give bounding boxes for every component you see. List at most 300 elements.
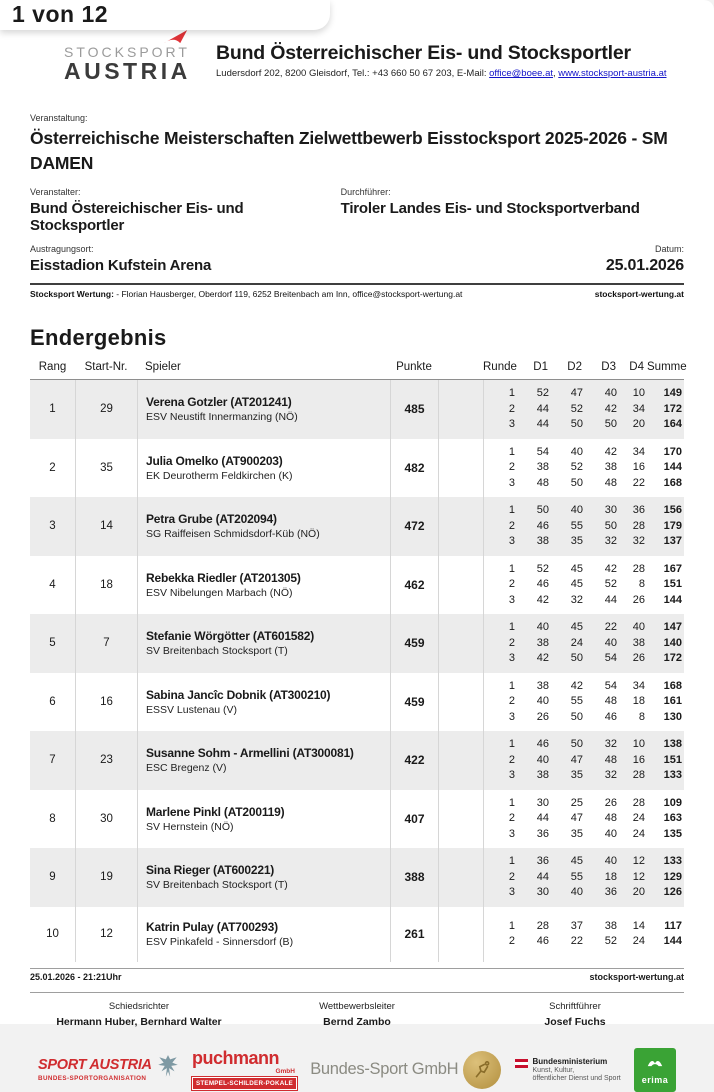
- round-d1: 44: [536, 402, 549, 415]
- round-d3: 48: [604, 812, 617, 824]
- round-d1: 46: [536, 738, 549, 750]
- rounds-block: [483, 731, 684, 790]
- player-cell: [137, 614, 390, 673]
- rounds-block: [483, 673, 684, 732]
- round-number: 2: [508, 519, 515, 532]
- round-d2: 55: [570, 870, 583, 883]
- veranstalter-label: Veranstalter:: [30, 187, 81, 197]
- wertung-site: stocksport-wertung.at: [594, 289, 684, 299]
- round-number: 3: [508, 886, 515, 898]
- points-value: 485: [390, 380, 438, 439]
- player-name: Marlene Pinkl (AT200119): [146, 804, 285, 819]
- round-d1: 26: [536, 710, 549, 723]
- round-d4: 12: [632, 870, 645, 883]
- round-sum: 135: [663, 827, 682, 840]
- round-d2: 50: [570, 418, 583, 430]
- round-sum: 144: [663, 593, 682, 606]
- round-sum: 179: [663, 519, 682, 532]
- start-nr-value: 19: [75, 848, 137, 907]
- player-club: SV Breitenbach Stocksport (T): [146, 879, 288, 892]
- blank-cell: [438, 614, 483, 673]
- round-d3: 48: [604, 476, 617, 489]
- round-line: [484, 796, 684, 812]
- points-value: 407: [390, 790, 438, 849]
- veranstalter-value: Bund Östereichischer Eis- und Stocksportler: [30, 200, 244, 234]
- round-d2: 45: [570, 562, 583, 575]
- start-nr-value: 23: [75, 731, 137, 790]
- round-number: 1: [508, 679, 515, 692]
- official-schriftfuehrer: [466, 1001, 684, 1028]
- table-row: [30, 848, 684, 907]
- results-table-header: [30, 361, 687, 380]
- round-number: 1: [508, 796, 515, 809]
- round-d1: 44: [536, 870, 549, 883]
- rank-value: 4: [49, 578, 56, 591]
- round-sum: 149: [663, 387, 682, 399]
- table-row: [30, 497, 684, 556]
- round-d2: 40: [570, 886, 583, 898]
- round-d3: 32: [604, 535, 617, 547]
- round-d3: 18: [604, 870, 617, 883]
- round-d3: 42: [604, 562, 617, 575]
- rank-value: 5: [49, 637, 56, 650]
- round-sum: 164: [663, 418, 682, 430]
- round-number: 1: [508, 562, 515, 575]
- round-d3: 40: [604, 636, 617, 649]
- round-number: 2: [508, 578, 515, 590]
- round-line: [484, 562, 684, 578]
- round-sum: 138: [663, 738, 682, 750]
- print-timestamp: 25.01.2026 - 21:21Uhr: [30, 971, 122, 982]
- round-d1: 52: [536, 562, 549, 575]
- rounds-block: [483, 790, 684, 849]
- col-rang: Rang: [38, 361, 67, 373]
- round-d3: 26: [604, 796, 617, 809]
- round-d4: 20: [632, 886, 645, 898]
- round-d4: 34: [632, 402, 645, 415]
- round-d2: 50: [570, 710, 583, 723]
- sport-austria-logo: [38, 1054, 179, 1085]
- round-d1: 48: [536, 476, 549, 489]
- erima-logo: [634, 1048, 676, 1092]
- address-text: Ludersdorf 202, 8200 Gleisdorf, Tel.: +43 660 50 67 203, E-Mail:: [216, 68, 490, 79]
- round-d2: 47: [570, 387, 583, 399]
- puchmann-name: puchmann: [191, 1048, 279, 1068]
- rounds-block: [483, 614, 684, 673]
- round-d1: 44: [536, 812, 549, 824]
- round-number: 3: [508, 476, 515, 489]
- player-cell: [137, 497, 390, 556]
- round-sum: 172: [663, 402, 682, 415]
- round-number: 1: [508, 855, 515, 867]
- page-indicator: [0, 0, 330, 30]
- start-nr-value: 16: [75, 673, 137, 732]
- blank-cell: [438, 907, 483, 962]
- runner-emblem-icon: [463, 1051, 501, 1089]
- round-d2: 50: [570, 738, 583, 750]
- round-number: 2: [508, 870, 515, 883]
- points-value: 482: [390, 439, 438, 498]
- player-cell: [137, 731, 390, 790]
- player-name: Susanne Sohm - Armellini (AT300081): [146, 746, 354, 761]
- round-sum: 147: [663, 621, 682, 633]
- round-line: [484, 386, 684, 402]
- round-line: [484, 402, 684, 418]
- results-table-body: [30, 380, 684, 962]
- round-line: [484, 919, 684, 935]
- round-line: [484, 885, 684, 901]
- round-sum: 151: [663, 578, 682, 590]
- round-d4: 28: [632, 519, 645, 532]
- table-row: [30, 439, 684, 498]
- round-d4: 8: [638, 710, 645, 723]
- points-value: 462: [390, 556, 438, 615]
- col-d3: D3: [601, 361, 616, 373]
- round-sum: 126: [663, 886, 682, 898]
- round-d2: 42: [570, 679, 583, 692]
- round-d1: 44: [536, 418, 549, 430]
- email-link[interactable]: office@boee.at: [489, 68, 553, 79]
- player-club: ESSV Lustenau (V): [146, 703, 238, 716]
- player-cell: [137, 790, 390, 849]
- organisation-header: [216, 36, 667, 79]
- round-d4: 34: [632, 445, 645, 458]
- sport-austria-name: SPORT AUSTRIA: [38, 1057, 152, 1073]
- col-rounds-group: [483, 361, 687, 373]
- round-number: 2: [508, 935, 515, 947]
- round-number: 1: [508, 387, 515, 399]
- round-d2: 32: [570, 593, 583, 606]
- round-number: 3: [508, 652, 515, 664]
- player-name: Sina Rieger (AT600221): [146, 863, 275, 878]
- start-nr-value: 18: [75, 556, 137, 615]
- round-d3: 42: [604, 402, 617, 415]
- round-number: 2: [508, 812, 515, 824]
- rounds-block: [483, 556, 684, 615]
- puchmann-sub: GmbH: [275, 1068, 295, 1075]
- rank-value: 7: [49, 754, 56, 767]
- round-line: [484, 753, 684, 769]
- col-d1: D1: [533, 361, 548, 373]
- round-d2: 35: [570, 535, 583, 547]
- round-d4: 8: [638, 578, 645, 590]
- round-line: [484, 620, 684, 636]
- round-d2: 50: [570, 476, 583, 489]
- round-number: 2: [508, 753, 515, 766]
- round-d3: 48: [604, 695, 617, 707]
- round-sum: 151: [663, 753, 682, 766]
- round-number: 3: [508, 827, 515, 840]
- blank-cell: [438, 790, 483, 849]
- round-sum: 167: [663, 562, 682, 575]
- round-line: [484, 811, 684, 827]
- start-nr-value: 12: [75, 907, 137, 962]
- official-role: Wettbewerbsleiter: [319, 1000, 395, 1012]
- round-d3: 52: [604, 578, 617, 590]
- round-d3: 50: [604, 519, 617, 532]
- col-d4: D4: [629, 361, 644, 373]
- table-row: [30, 380, 684, 439]
- col-start-nr: Start-Nr.: [84, 361, 128, 373]
- player-club: SG Raiffeisen Schmidsdorf-Küb (NÖ): [146, 528, 320, 541]
- round-d1: 38: [536, 636, 549, 649]
- points-value: 472: [390, 497, 438, 556]
- round-sum: 133: [663, 769, 682, 781]
- organisation-name: Bund Österreichischer Eis- und Stocksportler: [216, 42, 631, 64]
- round-d4: 26: [632, 593, 645, 606]
- rank-value: 2: [49, 461, 56, 474]
- results-table: [30, 361, 687, 962]
- round-d2: 25: [570, 796, 583, 809]
- round-d2: 52: [570, 461, 583, 473]
- player-cell: [137, 673, 390, 732]
- blank-cell: [438, 439, 483, 498]
- rank-value: 3: [49, 520, 56, 533]
- durchfuehrer-value: Tiroler Landes Eis- und Stocksportverband: [340, 200, 640, 217]
- round-d4: 28: [632, 562, 645, 575]
- round-d2: 55: [570, 519, 583, 532]
- round-d3: 52: [604, 935, 617, 947]
- player-club: EK Deurotherm Feldkirchen (K): [146, 469, 293, 482]
- datum-block: [606, 244, 684, 275]
- round-sum: 168: [663, 679, 682, 692]
- start-nr-value: 35: [75, 439, 137, 498]
- datum-label: Datum:: [654, 244, 684, 254]
- round-d1: 36: [536, 855, 549, 867]
- round-d2: 45: [570, 578, 583, 590]
- round-d3: 40: [604, 855, 617, 867]
- round-line: [484, 854, 684, 870]
- erima-bird-icon: [646, 1054, 664, 1072]
- round-d3: 38: [604, 461, 617, 473]
- player-club: SV Breitenbach Stocksport (T): [146, 645, 288, 658]
- round-sum: 156: [663, 504, 682, 516]
- table-row: [30, 907, 684, 962]
- round-line: [484, 417, 684, 433]
- round-number: 3: [508, 593, 515, 606]
- round-d3: 54: [604, 652, 617, 664]
- blank-cell: [438, 731, 483, 790]
- round-d1: 50: [536, 504, 549, 516]
- datum-value: 25.01.2026: [605, 257, 684, 274]
- stocksport-austria-logo: [64, 36, 196, 85]
- round-sum: 161: [663, 695, 682, 707]
- round-number: 3: [508, 535, 515, 547]
- start-nr-value: 30: [75, 790, 137, 849]
- round-d4: 40: [632, 621, 645, 633]
- round-sum: 140: [663, 636, 682, 649]
- player-cell: [137, 380, 390, 439]
- round-line: [484, 870, 684, 886]
- round-sum: 133: [663, 855, 682, 867]
- points-value: 261: [390, 907, 438, 962]
- wertung-line: [30, 285, 684, 299]
- round-number: 3: [508, 710, 515, 723]
- round-number: 1: [508, 445, 515, 458]
- event-title: Österreichische Meisterschaften Zielwettbewerb Eisstocksport 2025-2026 - SM DAMEN: [30, 128, 668, 173]
- round-d4: 28: [632, 769, 645, 781]
- round-number: 2: [508, 636, 515, 649]
- round-d1: 40: [536, 621, 549, 633]
- player-club: ESV Pinkafeld - Sinnersdorf (B): [146, 936, 294, 948]
- footer-site: stocksport-wertung.at: [589, 971, 684, 982]
- round-sum: 170: [663, 445, 682, 458]
- round-d1: 30: [536, 796, 549, 809]
- logo-line2: AUSTRIA: [64, 58, 191, 84]
- round-d4: 20: [632, 418, 645, 430]
- veranstalter-block: [30, 187, 341, 234]
- col-punkte: Punkte: [396, 361, 432, 373]
- round-d3: 44: [604, 593, 617, 606]
- points-value: 422: [390, 731, 438, 790]
- round-d2: 52: [570, 402, 583, 415]
- rounds-block: [483, 439, 684, 498]
- round-d1: 38: [536, 769, 549, 781]
- table-row: [30, 673, 684, 732]
- player-name: Sabina Jancîc Dobnik (AT300210): [146, 687, 331, 702]
- austragungsort-value: Eisstadion Kufstein Arena: [30, 257, 212, 274]
- website-link[interactable]: www.stocksport-austria.at: [558, 68, 667, 79]
- table-row: [30, 731, 684, 790]
- round-line: [484, 737, 684, 753]
- round-d3: 40: [604, 827, 617, 840]
- round-d2: 35: [570, 769, 583, 781]
- round-d4: 16: [632, 753, 645, 766]
- round-line: [484, 651, 684, 667]
- round-sum: 129: [663, 870, 682, 883]
- blank-cell: [438, 497, 483, 556]
- round-sum: 137: [663, 535, 682, 547]
- round-d4: 14: [632, 919, 645, 932]
- player-name: Katrin Pulay (AT700293): [146, 920, 278, 934]
- round-d1: 38: [536, 461, 549, 473]
- round-number: 3: [508, 769, 515, 781]
- round-number: 1: [508, 504, 515, 516]
- round-sum: 144: [663, 935, 682, 947]
- round-d3: 36: [604, 886, 617, 898]
- round-d4: 24: [632, 827, 645, 840]
- round-d3: 22: [604, 621, 617, 633]
- round-line: [484, 679, 684, 695]
- bundes-sport-name: Bundes-Sport GmbH: [310, 1060, 459, 1078]
- round-d4: 24: [632, 812, 645, 824]
- veranstaltung-label: Veranstaltung:: [30, 113, 88, 123]
- round-d4: 16: [632, 461, 645, 473]
- round-number: 3: [508, 418, 515, 430]
- round-d2: 37: [570, 919, 583, 932]
- round-d3: 32: [604, 769, 617, 781]
- round-d3: 46: [604, 710, 617, 723]
- official-schiedsrichter: [30, 1001, 248, 1028]
- round-d2: 24: [570, 636, 583, 649]
- player-name: Verena Gotzler (AT201241): [146, 395, 292, 410]
- austria-flag-icon: [515, 1059, 528, 1068]
- results-heading: Endergebnis: [30, 325, 167, 350]
- round-d3: 50: [604, 418, 617, 430]
- footer-info-line: [30, 969, 684, 986]
- col-runde: Runde: [483, 361, 517, 373]
- round-number: 1: [508, 621, 515, 633]
- round-line: [484, 636, 684, 652]
- ministerium-sub1: Kunst, Kultur,: [532, 1067, 575, 1074]
- round-d3: 40: [604, 387, 617, 399]
- official-names: Josef Fuchs: [544, 1015, 606, 1028]
- round-d2: 47: [570, 812, 583, 824]
- rank-value: 6: [49, 695, 56, 708]
- round-d2: 55: [570, 695, 583, 707]
- round-d2: 45: [570, 855, 583, 867]
- ministerium-name: Bundesministerium: [532, 1057, 608, 1066]
- sport-austria-sub: BUNDES-SPORTORGANISATION: [38, 1075, 147, 1082]
- table-row: [30, 790, 684, 849]
- round-d2: 47: [570, 753, 583, 766]
- round-sum: 144: [663, 461, 682, 473]
- points-value: 459: [390, 614, 438, 673]
- table-row: [30, 614, 684, 673]
- round-d2: 35: [570, 827, 583, 840]
- player-club: ESV Nibelungen Marbach (NÖ): [146, 586, 293, 599]
- round-sum: 109: [663, 796, 682, 809]
- official-role: Schriftführer: [549, 1000, 601, 1012]
- blank-cell: [438, 380, 483, 439]
- rank-value: 8: [49, 812, 56, 825]
- round-d1: 38: [536, 535, 549, 547]
- round-sum: 168: [663, 476, 682, 489]
- wertung-contact: Stocksport Wertung: - Florian Hausberger, Oberdorf 119, 6252 Breitenbach am Inn, office@stocksport-wertung.at: [30, 289, 463, 299]
- rounds-block: [483, 848, 684, 907]
- round-d1: 52: [536, 387, 549, 399]
- round-sum: 117: [664, 919, 682, 932]
- round-sum: 163: [663, 812, 682, 824]
- durchfuehrer-block: [341, 187, 652, 234]
- round-number: 1: [508, 919, 515, 932]
- round-number: 2: [508, 695, 515, 707]
- round-d4: 34: [632, 679, 645, 692]
- round-number: 2: [508, 402, 515, 415]
- blank-cell: [438, 848, 483, 907]
- rounds-block: [483, 907, 684, 962]
- player-club: SV Hernstein (NÖ): [146, 820, 234, 833]
- round-line: [484, 827, 684, 843]
- col-spieler: Spieler: [145, 361, 181, 373]
- round-d4: 22: [632, 476, 645, 489]
- round-d1: 36: [536, 827, 549, 840]
- player-cell: [137, 439, 390, 498]
- points-value: 388: [390, 848, 438, 907]
- organisation-address: Ludersdorf 202, 8200 Gleisdorf, Tel.: +43 660 50 67 203, E-Mail: office@boee.at, www.stocksport-austria.at: [216, 68, 667, 79]
- col-d2: D2: [567, 361, 582, 373]
- table-row: [30, 556, 684, 615]
- round-d1: 40: [536, 753, 549, 766]
- round-number: 2: [508, 461, 515, 473]
- round-line: [484, 593, 684, 609]
- player-club: ESV Neustift Innermanzing (NÖ): [146, 411, 298, 424]
- round-line: [484, 476, 684, 492]
- round-d1: 42: [536, 593, 549, 606]
- round-d2: 22: [570, 935, 583, 947]
- round-line: [484, 460, 684, 476]
- round-d1: 46: [536, 935, 549, 947]
- puchmann-banner: STEMPEL-SCHILDER-POKALE: [192, 1077, 297, 1090]
- round-d4: 36: [632, 504, 645, 516]
- round-sum: 172: [663, 652, 682, 664]
- round-d4: 18: [632, 695, 645, 707]
- round-line: [484, 534, 684, 550]
- round-d4: 24: [632, 935, 645, 947]
- round-d3: 30: [604, 504, 617, 516]
- round-d1: 46: [536, 519, 549, 532]
- official-wettbewerbsleiter: [248, 1001, 466, 1028]
